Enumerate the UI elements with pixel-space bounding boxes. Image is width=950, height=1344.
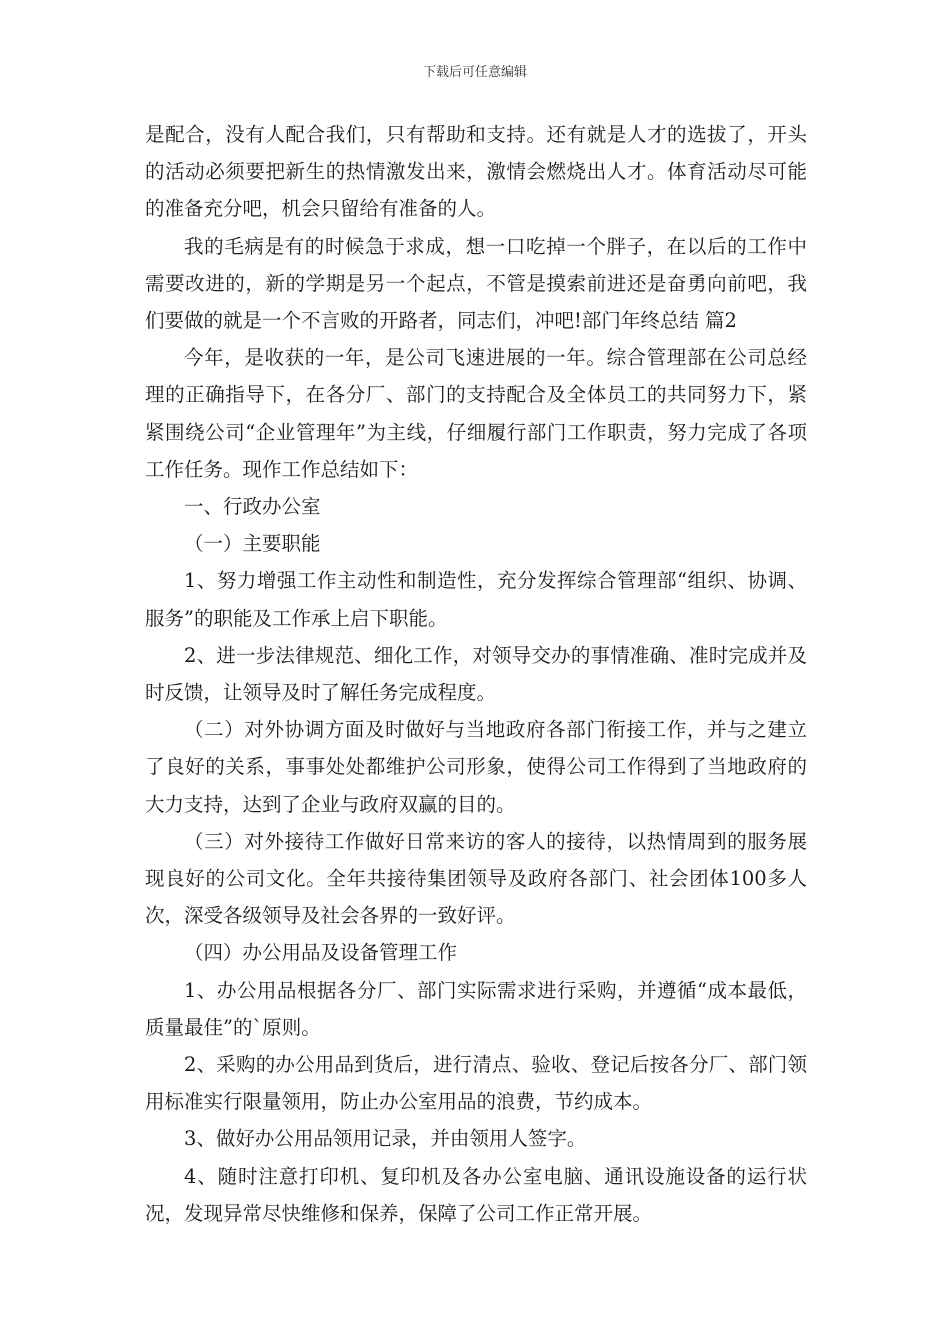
paragraph-2: 我的毛病是有的时候急于求成，想一口吃掉一个胖子，在以后的工作中需要改进的，新的学期是另一个起点，不管是摸索前进还是奋勇向前吧，我们要做的就是一个不言败的开路者，同志们，冲吧!部门年终总结 篇2 <box>145 234 807 333</box>
paragraph-supplies-3: 3、做好办公用品领用记录，并由领用人签字。 <box>184 1127 587 1151</box>
subsection-heading-office-supplies: （四）办公用品及设备管理工作 <box>184 941 458 965</box>
paragraph-supplies-1: 1、办公用品根据各分厂、部门实际需求进行采购，并遵循“成本最低，质量最佳”的`原则。 <box>145 978 807 1039</box>
page-header: 下载后可任意编辑 <box>422 65 527 80</box>
paragraph-supplies-4: 4、随时注意打印机、复印机及各办公室电脑、通讯设施设备的运行状况，发现异常尽快维修和保养，保障了公司工作正常开展。 <box>145 1164 807 1225</box>
paragraph-external-coordination: （二）对外协调方面及时做好与当地政府各部门衔接工作，并与之建立了良好的关系，事事处处都维护公司形象，使得公司工作得到了当地政府的大力支持，达到了企业与政府双赢的目的。 <box>145 718 807 816</box>
paragraph-reception: （三）对外接待工作做好日常来访的客人的接待，以热情周到的服务展现良好的公司文化。全年共接待集团领导及政府各部门、社会团体100多人次，深受各级领导及社会各界的一致好评。 <box>145 829 807 928</box>
paragraph-function-2: 2、进一步法律规范、细化工作，对领导交办的事情准确、准时完成并及时反馈，让领导及时了解任务完成程度。 <box>145 643 807 705</box>
section-heading-admin-office: 一、行政办公室 <box>184 495 321 519</box>
paragraph-supplies-2: 2、采购的办公用品到货后，进行清点、验收、登记后按各分厂、部门领用标准实行限量领用，防止办公室用品的浪费，节约成本。 <box>145 1053 807 1114</box>
paragraph-3: 今年，是收获的一年，是公司飞速进展的一年。综合管理部在公司总经理的正确指导下，在各分厂、部门的支持配合及全体员工的共同努力下，紧紧围绕公司“企业管理年”为主线，仔细履行部门工作职责，努力完成了各项工作任务。现作工作总结如下： <box>145 346 807 481</box>
document-body <box>145 116 807 1232</box>
paragraph-1: 是配合，没有人配合我们，只有帮助和支持。还有就是人才的选拔了，开头的活动必须要把新生的热情激发出来，激情会燃烧出人才。体育活动尽可能的准备充分吧，机会只留给有准备的人。 <box>145 123 807 221</box>
subsection-heading-main-functions: （一）主要职能 <box>184 532 321 556</box>
paragraph-function-1: 1、努力增强工作主动性和制造性，充分发挥综合管理部“组织、协调、服务”的职能及工作承上启下职能。 <box>145 569 807 630</box>
